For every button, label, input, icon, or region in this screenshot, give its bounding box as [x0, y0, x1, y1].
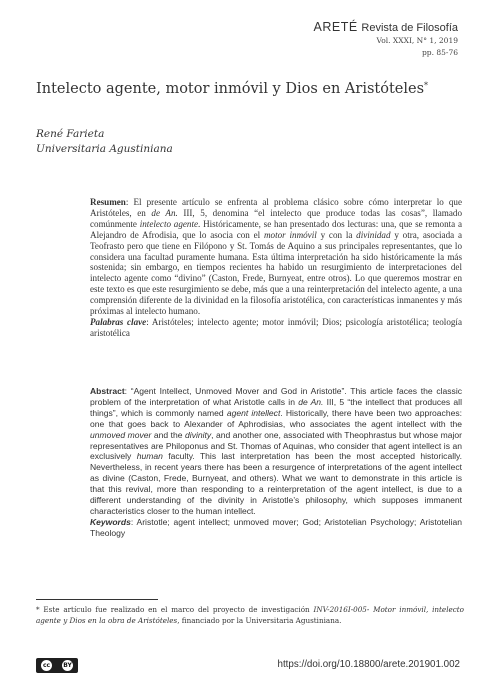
abstract-italic: unmoved mover	[90, 429, 152, 440]
abstract-text: and the	[151, 429, 186, 440]
journal-subtitle: Revista de Filosofía	[361, 22, 458, 34]
journal-title	[314, 20, 458, 34]
abstract-italic: agent intellect	[226, 407, 281, 418]
resumen-italic: intelecto agente	[139, 218, 199, 229]
abstract-paragraph	[90, 386, 462, 517]
abstract-text: III, 5 “the intellect that produces all things”, which is commonly named	[90, 396, 462, 418]
abstract-block	[90, 386, 462, 539]
footnote-text: , financiado por la Universitaria Agustiniana.	[177, 616, 342, 625]
page-range: pp. 85-76	[422, 48, 458, 57]
title-footnote-mark: *	[424, 81, 429, 90]
keywords-text: : Aristotle; agent intellect; unmoved mover; God; Aristotelian Psychology; Aristotelian Theology	[90, 516, 462, 538]
resumen-text: . Históricamente, se han presentado dos lecturas: una, que se remonta a Alejandro de Afrodisia, que lo asocia con el	[90, 218, 462, 240]
footnote-project-title: INV-2016I-005- Motor inmóvil, intelecto agente y Dios en la obra de Aristóteles	[36, 605, 464, 625]
footnote-mark: *	[36, 605, 40, 614]
abstract-label: Abstract	[90, 386, 125, 396]
footnote	[36, 604, 464, 626]
abstract-italic: human	[136, 451, 163, 462]
title-text: Intelecto agente, motor inmóvil y Dios en Aristóteles	[36, 81, 425, 97]
author-block	[36, 127, 173, 157]
abstract-text: . Historically, there have been two approaches: one that goes back to Alexander of Aphrodisias, who associates the agent intellect with the	[90, 407, 462, 429]
resumen-italic: motor inmóvil	[263, 229, 317, 240]
resumen-label: Resumen	[90, 197, 126, 207]
footnote-divider	[36, 599, 158, 600]
resumen-italic: divinidad	[356, 229, 391, 240]
resumen-text: III, 5, denomina “el intelecto que produce todas las cosas”, llamado comúnmente	[90, 207, 462, 229]
resumen-text: y otra, asociada a Teofrasto pero que tiene en Filópono y St. Tomás de Aquino a sus principales representantes, que lo considera una facultad puramente humana. Esta última interpretación ha sido históricamente la más sostenida; sin embargo, en tiempos recientes ha habido un resurgimiento de interpretaciones del intelecto agente como “divino” (Caston, Frede, Burnyeat, entre otros). Lo que queremos mostrar en este texto es que este resurgimiento se debe, más que a una reinterpretación del intelecto agente, a una comprensión diferente de la divinidad en la filosofía aristotélica, con características inmanentes y más próximas al intelecto humano.	[90, 229, 462, 317]
author-affiliation: Universitaria Agustiniana	[36, 143, 173, 155]
resumen-paragraph	[90, 197, 462, 317]
palabras-clave	[90, 317, 462, 339]
palabras-clave-text: : Aristóteles; intelecto agente; motor inmóvil; Dios; psicología aristotélica; teología aristotélica	[90, 316, 462, 338]
resumen-text: y con la	[316, 229, 357, 240]
article-title	[36, 81, 466, 97]
volume-info: Vol. XXXI, N° 1, 2019	[376, 36, 458, 45]
cc-icon: cc	[42, 662, 51, 669]
abstract-text: : “Agent Intellect, Unmoved Mover and God in Aristotle”. This article faces the classic problem of the interpretation of what Aristotle calls in	[90, 386, 462, 407]
abstract-italic: divinity	[185, 429, 212, 440]
author-name: René Farieta	[36, 128, 105, 140]
keywords	[90, 517, 462, 539]
journal-header	[314, 20, 458, 58]
footnote-text: Este artículo fue realizado en el marco del proyecto de investigación	[39, 605, 314, 614]
abstract-text: faculty. This last interpretation has been the most accepted historically. Nevertheless, in recent years there has been a resurgence of interpretations of the agent intellect as divine (Caston, Frede, Burnyeat, and others). What we want to demonstrate in this article is that this revival, more than responding to a reinterpretation of the agent intellect, is due to a different understanding of the divinity in Aristotle’s philosophy, which supposes immanent characteristics closer to the human intellect.	[90, 451, 463, 516]
abstract-text: , and another one, associated with Theophrastus but whose major representatives are Philoponus and St. Thomas of Aquinas, who consider that agent intellect is an exclusively	[90, 429, 463, 462]
resumen-text: : El presente artículo se enfrenta al problema clásico sobre cómo interpretar lo que Aristóteles, en	[90, 197, 462, 218]
resumen-block	[90, 197, 462, 339]
journal-name: ARETÉ	[313, 20, 358, 34]
keywords-label: Keywords	[90, 516, 131, 527]
cc-license-badge[interactable]	[36, 658, 78, 673]
palabras-clave-label: Palabras clave	[90, 316, 147, 327]
abstract-italic: de An.	[298, 396, 324, 407]
resumen-italic: de An.	[151, 207, 178, 218]
by-icon: BY	[63, 662, 72, 669]
doi-link[interactable]: https://doi.org/10.18800/arete.201901.002	[277, 659, 460, 670]
